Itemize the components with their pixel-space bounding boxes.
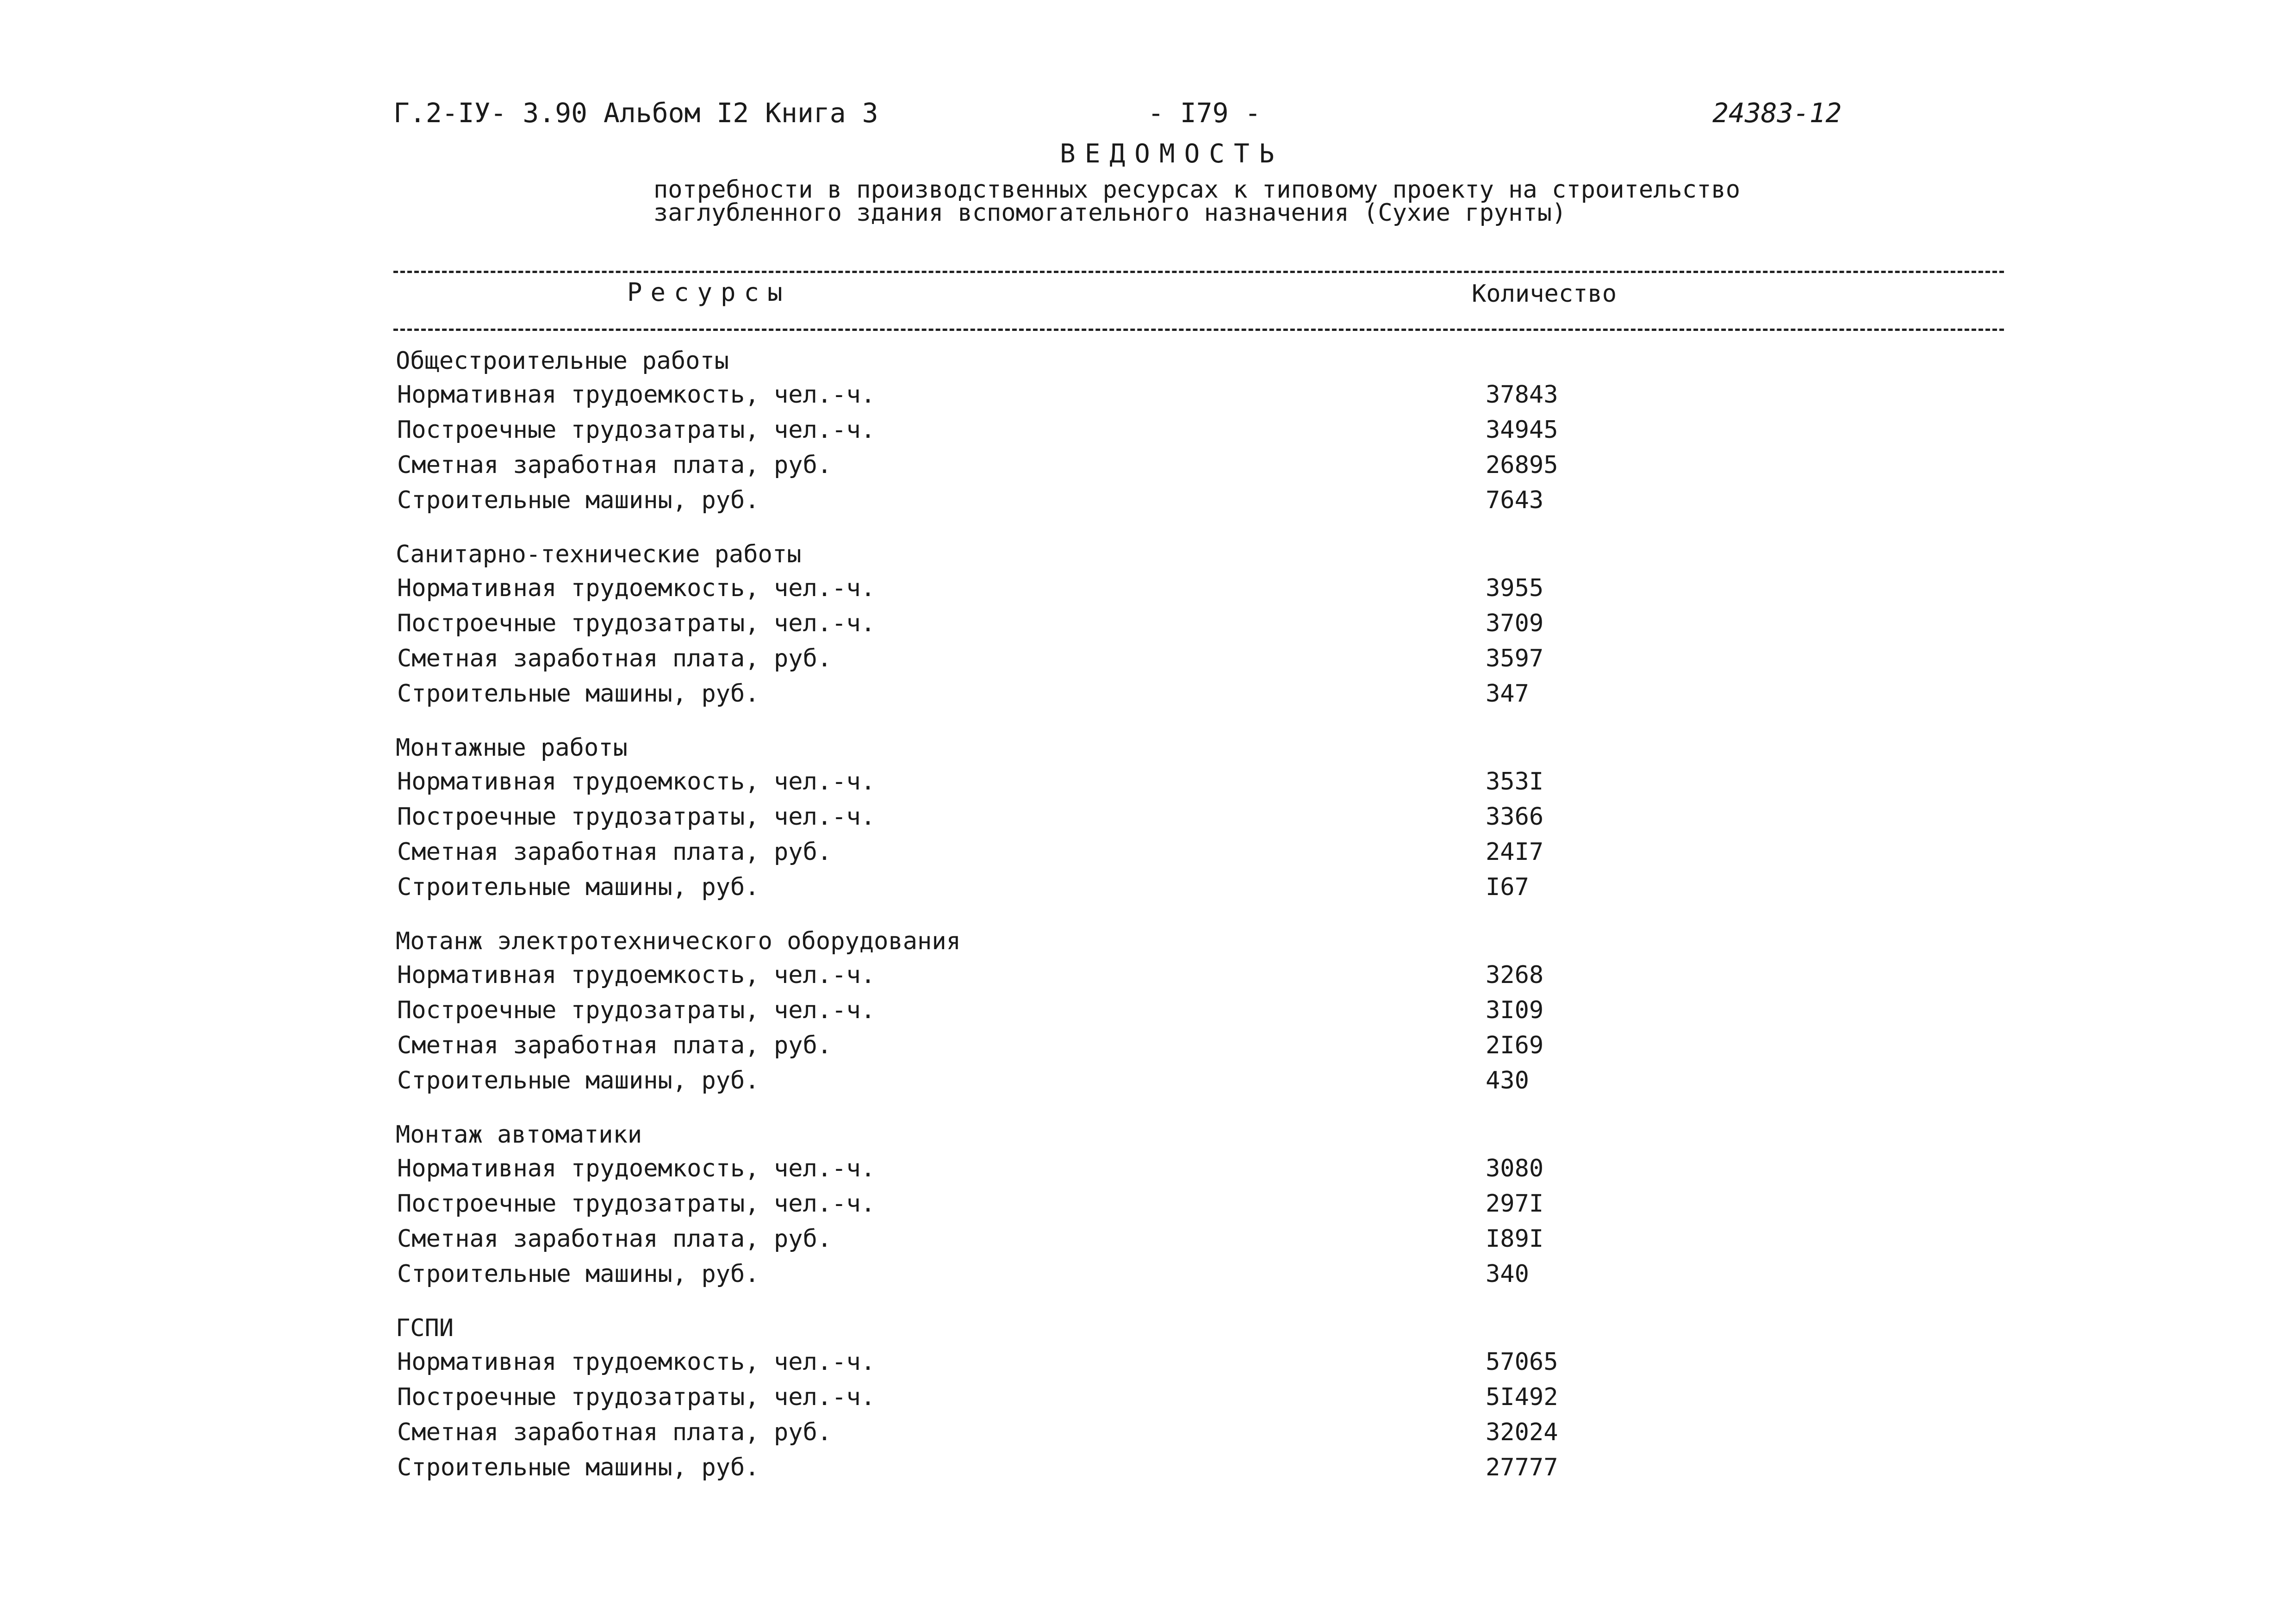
section-title: Монтажные работы xyxy=(396,734,628,762)
resource-quantity: 347 xyxy=(1486,680,1529,708)
table-row xyxy=(0,1450,2296,1485)
resource-quantity: 3I09 xyxy=(1486,996,1544,1024)
resource-name: Нормативная трудоемкость, чел.-ч. xyxy=(397,574,876,602)
table-header-rule xyxy=(393,329,2004,331)
resource-quantity: 37843 xyxy=(1486,381,1558,409)
table-row xyxy=(0,641,2296,676)
resource-name: Сметная заработная плата, руб. xyxy=(397,645,832,672)
table-row xyxy=(0,1256,2296,1292)
resource-name: Построечные трудозатраты, чел.-ч. xyxy=(397,1190,876,1218)
resource-quantity: 34945 xyxy=(1486,416,1558,444)
page-number: - I79 - xyxy=(1148,97,1261,129)
resource-quantity: 3366 xyxy=(1486,803,1544,831)
resource-section xyxy=(0,538,2296,711)
resource-quantity: I89I xyxy=(1486,1225,1544,1253)
resource-section xyxy=(0,345,2296,518)
resource-name: Построечные трудозатраты, чел.-ч. xyxy=(397,803,876,831)
resource-name: Нормативная трудоемкость, чел.-ч. xyxy=(397,1348,876,1376)
resource-quantity: 57065 xyxy=(1486,1348,1558,1376)
resource-name: Сметная заработная плата, руб. xyxy=(397,451,832,479)
resource-quantity: 24I7 xyxy=(1486,838,1544,866)
resource-section xyxy=(0,1312,2296,1485)
column-header-resources: Ресурсы xyxy=(627,278,791,307)
section-title: Мотанж электротехнического оборудования xyxy=(396,927,961,955)
resource-quantity: 2I69 xyxy=(1486,1032,1544,1059)
table-row xyxy=(0,958,2296,993)
resource-quantity: 26895 xyxy=(1486,451,1558,479)
section-title: Монтаж автоматики xyxy=(396,1121,642,1149)
table-row xyxy=(0,676,2296,711)
resource-table-body xyxy=(0,345,2296,1485)
resource-name: Строительные машины, руб. xyxy=(397,873,759,901)
resource-name: Нормативная трудоемкость, чел.-ч. xyxy=(397,768,876,796)
resource-section xyxy=(0,925,2296,1098)
sheet-number: 24383-12 xyxy=(1712,97,1842,129)
section-title: Общестроительные работы xyxy=(396,347,729,375)
resource-name: Сметная заработная плата, руб. xyxy=(397,1032,832,1059)
table-row xyxy=(0,1151,2296,1186)
resource-name: Построечные трудозатраты, чел.-ч. xyxy=(397,996,876,1024)
resource-quantity: 3709 xyxy=(1486,609,1544,637)
resource-name: Нормативная трудоемкость, чел.-ч. xyxy=(397,961,876,989)
table-row xyxy=(0,1415,2296,1450)
table-row xyxy=(0,799,2296,834)
table-top-rule xyxy=(393,271,2004,273)
table-row xyxy=(0,870,2296,905)
resource-name: Строительные машины, руб. xyxy=(397,486,759,514)
resource-section xyxy=(0,732,2296,905)
table-row xyxy=(0,1221,2296,1256)
resource-quantity: 297I xyxy=(1486,1190,1544,1218)
resource-name: Нормативная трудоемкость, чел.-ч. xyxy=(397,381,876,409)
resource-quantity: 32024 xyxy=(1486,1418,1558,1446)
resource-quantity: 7643 xyxy=(1486,486,1544,514)
resource-quantity: 3080 xyxy=(1486,1155,1544,1182)
table-row xyxy=(0,412,2296,448)
resource-quantity: 353I xyxy=(1486,768,1544,796)
resource-section xyxy=(0,1119,2296,1292)
section-title: Санитарно-технические работы xyxy=(396,541,802,568)
subtitle-line-2: заглубленного здания вспомогательного назначения (Сухие грунты) xyxy=(653,199,1567,227)
resource-quantity: 430 xyxy=(1486,1067,1529,1094)
table-row xyxy=(0,448,2296,483)
resource-name: Строительные машины, руб. xyxy=(397,1067,759,1094)
table-row xyxy=(0,1028,2296,1063)
resource-name: Нормативная трудоемкость, чел.-ч. xyxy=(397,1155,876,1182)
document-code: Г.2-IУ- 3.90 Альбом I2 Книга 3 xyxy=(393,97,878,129)
document-title: ВЕДОМОСТЬ xyxy=(1060,139,1284,169)
resource-name: Построечные трудозатраты, чел.-ч. xyxy=(397,1383,876,1411)
resource-quantity: 3955 xyxy=(1486,574,1544,602)
resource-name: Сметная заработная плата, руб. xyxy=(397,1418,832,1446)
resource-quantity: 3597 xyxy=(1486,645,1544,672)
resource-name: Построечные трудозатраты, чел.-ч. xyxy=(397,609,876,637)
resource-name: Строительные машины, руб. xyxy=(397,1260,759,1288)
section-title: ГСПИ xyxy=(396,1314,454,1342)
subtitle-line-1: потребности в производственных ресурсах к типовому проекту на строительство xyxy=(653,176,1740,204)
resource-name: Построечные трудозатраты, чел.-ч. xyxy=(397,416,876,444)
table-row xyxy=(0,606,2296,641)
table-row xyxy=(0,1344,2296,1380)
resource-quantity: I67 xyxy=(1486,873,1529,901)
resource-quantity: 27777 xyxy=(1486,1454,1558,1481)
resource-name: Строительные машины, руб. xyxy=(397,1454,759,1481)
table-row xyxy=(0,377,2296,412)
table-row xyxy=(0,483,2296,518)
resource-quantity: 340 xyxy=(1486,1260,1529,1288)
table-row xyxy=(0,993,2296,1028)
resource-quantity: 5I492 xyxy=(1486,1383,1558,1411)
table-row xyxy=(0,834,2296,870)
table-row xyxy=(0,1186,2296,1221)
resource-name: Сметная заработная плата, руб. xyxy=(397,1225,832,1253)
table-row xyxy=(0,1063,2296,1098)
resource-name: Строительные машины, руб. xyxy=(397,680,759,708)
resource-name: Сметная заработная плата, руб. xyxy=(397,838,832,866)
table-row xyxy=(0,571,2296,606)
table-row xyxy=(0,1380,2296,1415)
table-row xyxy=(0,764,2296,799)
resource-quantity: 3268 xyxy=(1486,961,1544,989)
column-header-quantity: Количество xyxy=(1472,280,1617,308)
